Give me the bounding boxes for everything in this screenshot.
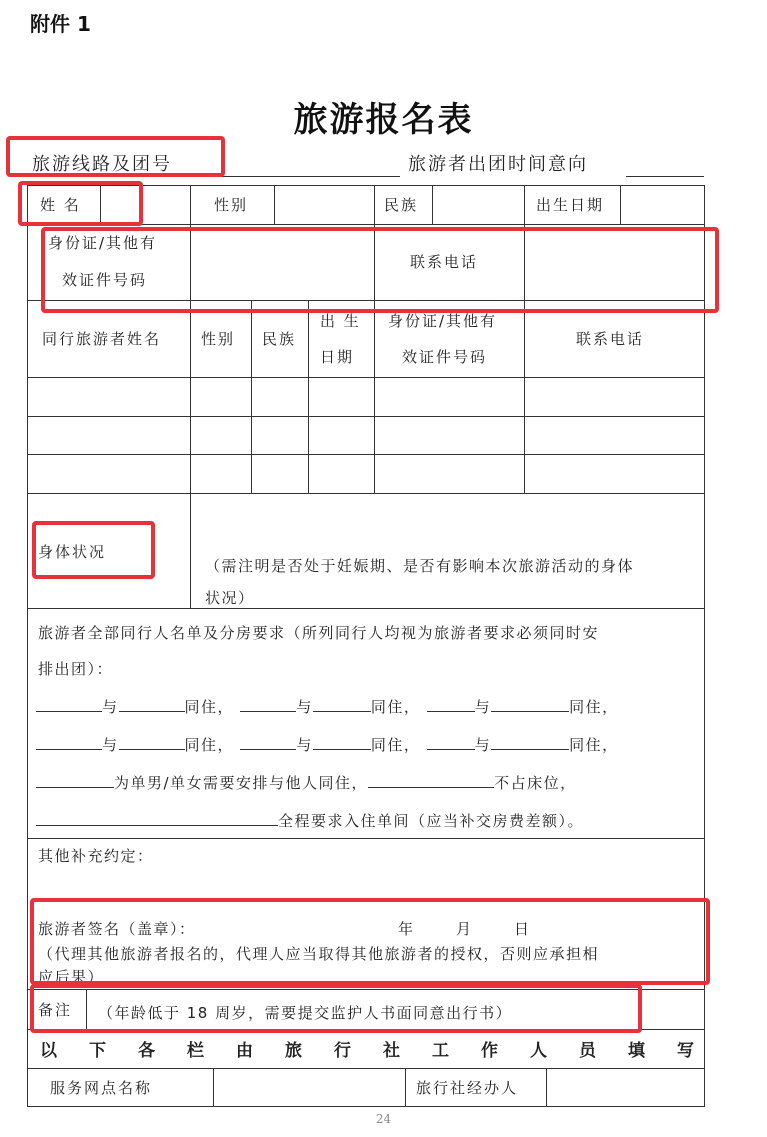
- staff-fill-char: 填: [628, 1041, 645, 1061]
- sign-day: 日: [514, 920, 531, 938]
- single-room-blank[interactable]: [36, 811, 278, 826]
- single-blank[interactable]: [36, 773, 114, 788]
- highlight-name: [18, 181, 143, 226]
- form-title: 旅游报名表: [293, 100, 474, 140]
- single-text: 为单男/单女需要安排与他人同住，: [114, 774, 369, 792]
- staff-fill-banner: [30, 1036, 704, 1061]
- companion-row-2[interactable]: [28, 417, 704, 453]
- health-note-line2: 状况）: [205, 589, 255, 607]
- with-text: 与: [474, 736, 492, 754]
- room-blank[interactable]: [313, 735, 371, 750]
- companion-name-header: 同行旅游者姓名: [42, 330, 162, 348]
- rooming-single-room-row: [36, 810, 584, 831]
- room-blank[interactable]: [119, 735, 185, 750]
- no-bed-text: 不占床位，: [494, 774, 577, 792]
- live-together-text: 同住，: [569, 736, 619, 754]
- room-blank[interactable]: [427, 697, 475, 712]
- with-text: 与: [296, 698, 313, 716]
- health-field[interactable]: [191, 494, 703, 549]
- staff-fill-char: 由: [236, 1041, 253, 1061]
- room-blank[interactable]: [313, 697, 371, 712]
- staff-fill-char: 旅: [285, 1041, 302, 1061]
- staff-fill-char: 员: [579, 1041, 596, 1061]
- gender-label: 性别: [214, 196, 249, 214]
- companion-birth-header-l2: 日期: [320, 348, 355, 366]
- health-note-line1: （需注明是否处于妊娠期、是否有影响本次旅游活动的身体: [205, 557, 635, 575]
- companion-phone-header: 联系电话: [576, 330, 645, 348]
- live-together-text: 同住，: [184, 736, 235, 754]
- signature-note-line2: 应后果）: [38, 968, 105, 986]
- rooming-pair-row-2: [36, 734, 619, 755]
- room-blank[interactable]: [240, 735, 296, 750]
- departure-label: 旅游者出团时间意向: [408, 154, 588, 175]
- staff-fill-char: 行: [334, 1041, 351, 1061]
- agent-field[interactable]: [547, 1069, 703, 1105]
- service-point-label: 服务网点名称: [50, 1079, 153, 1097]
- id-label-line1: 身份证/其他有: [48, 234, 158, 252]
- attachment-label: 附件 1: [30, 12, 91, 36]
- sign-year: 年: [398, 920, 415, 938]
- highlight-remarks: [30, 984, 642, 1033]
- staff-fill-char: 下: [89, 1041, 106, 1061]
- gender-field[interactable]: [275, 186, 373, 223]
- with-text: 与: [474, 698, 492, 716]
- room-blank[interactable]: [491, 735, 569, 750]
- health-label: 身体状况: [38, 543, 107, 561]
- other-terms-label: 其他补充约定：: [38, 847, 154, 865]
- name-label: 姓 名: [40, 196, 81, 214]
- with-text: 与: [102, 698, 119, 716]
- companion-row-1[interactable]: [28, 378, 704, 415]
- birth-date-field[interactable]: [621, 186, 703, 223]
- id-label-line2: 效证件号码: [62, 271, 148, 289]
- highlight-id-phone: [41, 227, 719, 313]
- highlight-route: [6, 136, 225, 177]
- departure-field[interactable]: [626, 176, 704, 177]
- ethnicity-label: 民族: [384, 196, 419, 214]
- companion-ethnicity-header: 民族: [262, 330, 297, 348]
- signature-label: 旅游者签名（盖章）：: [38, 920, 196, 938]
- no-bed-blank[interactable]: [368, 773, 494, 788]
- staff-fill-char: 栏: [187, 1041, 204, 1061]
- single-room-text: 全程要求入住单间（应当补交房费差额）。: [278, 812, 585, 830]
- companion-id-header-l2: 效证件号码: [402, 348, 488, 366]
- rooming-single-row: [36, 772, 577, 793]
- rooming-intro-line2: 排出团）：: [38, 660, 114, 678]
- sign-month: 月: [456, 920, 473, 938]
- room-blank[interactable]: [491, 697, 569, 712]
- phone-label: 联系电话: [410, 253, 479, 271]
- companion-gender-header: 性别: [201, 330, 236, 348]
- with-text: 与: [102, 736, 119, 754]
- route-label: 旅游线路及团号: [32, 154, 172, 175]
- agent-label: 旅行社经办人: [416, 1079, 519, 1097]
- live-together-text: 同住，: [569, 698, 619, 716]
- birth-date-label: 出生日期: [536, 196, 605, 214]
- room-blank[interactable]: [119, 697, 185, 712]
- live-together-text: 同住，: [370, 736, 421, 754]
- staff-fill-char: 各: [138, 1041, 155, 1061]
- remarks-label: 备注: [38, 1001, 73, 1019]
- with-text: 与: [296, 736, 313, 754]
- companion-birth-header-l1: 出 生: [320, 312, 361, 330]
- rooming-pair-row-1: [36, 696, 619, 717]
- signature-note-line1: （代理其他旅游者报名的，代理人应当取得其他旅游者的授权，否则应承担相: [38, 945, 600, 963]
- ethnicity-field[interactable]: [433, 186, 523, 223]
- route-field[interactable]: [200, 176, 400, 177]
- live-together-text: 同住，: [370, 698, 421, 716]
- page-number: 24: [375, 1112, 392, 1126]
- staff-fill-char: 工: [432, 1041, 449, 1061]
- companion-id-header-l1: 身份证/其他有: [388, 312, 498, 330]
- highlight-health: [32, 521, 155, 579]
- staff-fill-char: 写: [677, 1041, 694, 1061]
- staff-fill-char: 人: [530, 1041, 547, 1061]
- service-point-field[interactable]: [214, 1069, 404, 1105]
- remarks-text: （年龄低于 18 周岁，需要提交监护人书面同意出行书）: [98, 1004, 513, 1022]
- rooming-intro-line1: 旅游者全部同行人名单及分房要求（所列同行人均视为旅游者要求必须同时安: [38, 624, 600, 642]
- room-blank[interactable]: [240, 697, 296, 712]
- staff-fill-char: 作: [481, 1041, 498, 1061]
- staff-fill-char: 以: [40, 1041, 57, 1061]
- companion-row-3[interactable]: [28, 455, 704, 492]
- staff-fill-char: 社: [383, 1041, 400, 1061]
- highlight-signature: [30, 898, 710, 985]
- room-blank[interactable]: [36, 735, 102, 750]
- live-together-text: 同住，: [184, 698, 235, 716]
- room-blank[interactable]: [427, 735, 475, 750]
- room-blank[interactable]: [36, 697, 102, 712]
